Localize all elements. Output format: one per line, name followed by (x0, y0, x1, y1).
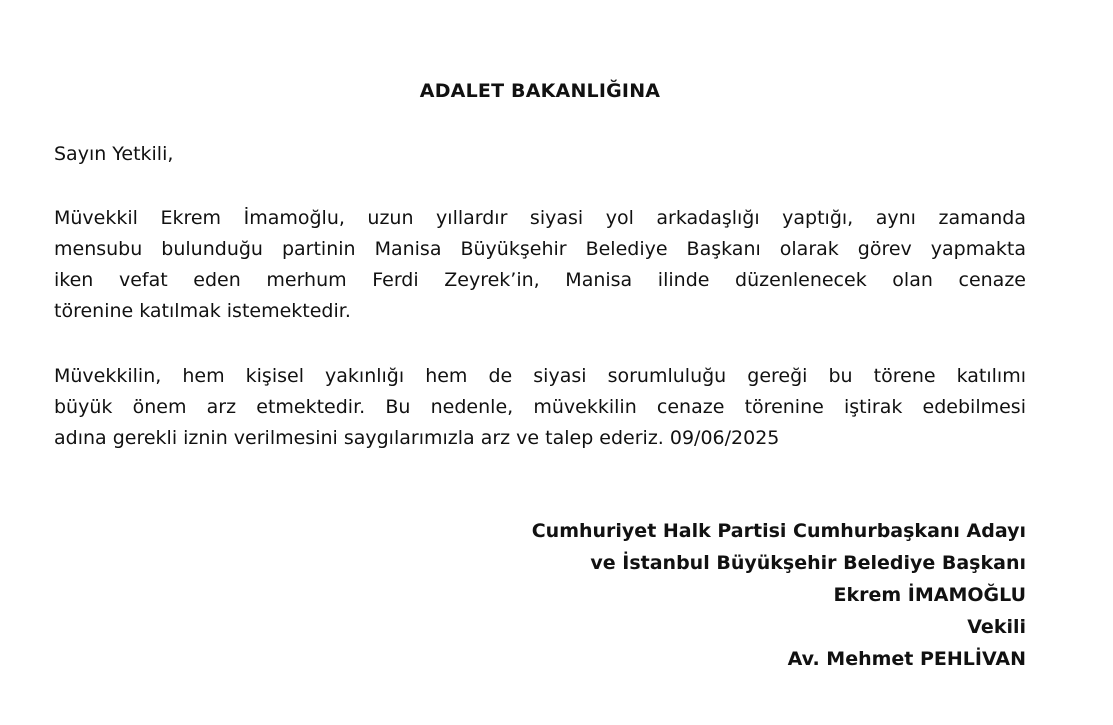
paragraph-1-line: mensubu bulunduğu partinin Manisa Büyükşehir Belediye Başkanı olarak görev yapmakta (54, 238, 1026, 260)
paragraph-2 (54, 361, 1026, 454)
paragraph-1 (54, 203, 1026, 327)
paragraph-1-line: iken vefat eden merhum Ferdi Zeyrek’in, Manisa ilinde düzenlenecek olan cenaze (54, 269, 1026, 291)
paragraph-2-line: büyük önem arz etmektedir. Bu nedenle, müvekkilin cenaze törenine iştirak edebilmesi (54, 396, 1026, 418)
document-title: ADALET BAKANLIĞINA (419, 80, 661, 102)
signature-line: Cumhuriyet Halk Partisi Cumhurbaşkanı Adayı (531, 520, 1026, 542)
salutation: Sayın Yetkili, (54, 143, 174, 165)
signature-attorney: Av. Mehmet PEHLİVAN (787, 648, 1026, 670)
paragraph-1-line: törenine katılmak istemektedir. (54, 300, 351, 322)
signature-line: ve İstanbul Büyükşehir Belediye Başkanı (590, 552, 1026, 574)
signature-block (532, 515, 1026, 675)
signature-name: Ekrem İMAMOĞLU (833, 584, 1026, 606)
paragraph-2-line: Müvekkilin, hem kişisel yakınlığı hem de siyasi sorumluluğu gereği bu törene katılımı (54, 365, 1026, 387)
paragraph-1-line: Müvekkil Ekrem İmamoğlu, uzun yıllardır siyasi yol arkadaşlığı yaptığı, aynı zamanda (54, 207, 1026, 229)
signature-role: Vekili (967, 616, 1026, 638)
paragraph-2-line: adına gerekli iznin verilmesini saygılarımızla arz ve talep ederiz. 09/06/2025 (54, 427, 780, 449)
